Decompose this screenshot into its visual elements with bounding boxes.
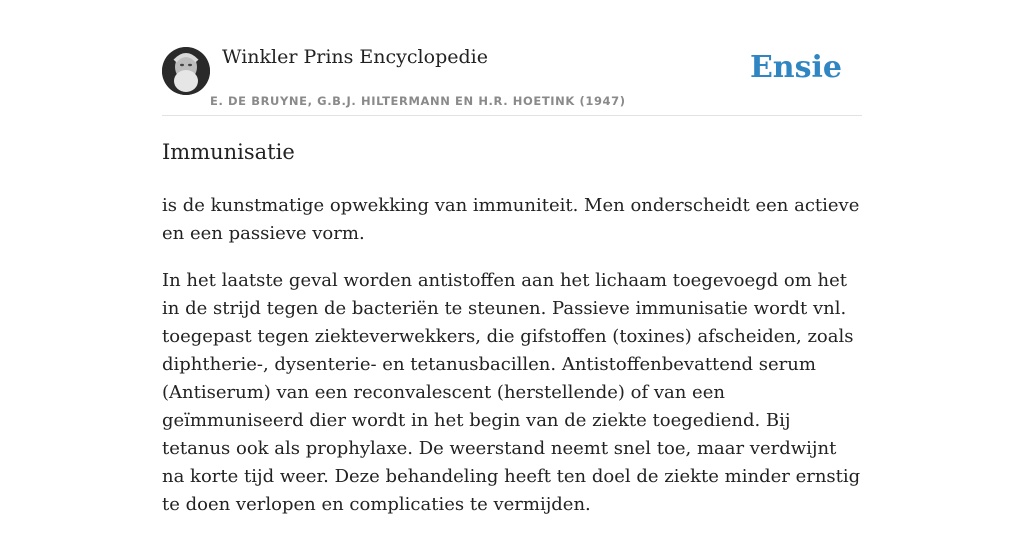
article-paragraph: is de kunstmatige opwekking van immuniteit. Men onderscheidt een actieve en een passieve vorm. [162, 195, 860, 244]
portrait-avatar-icon [162, 47, 210, 95]
article-body [162, 192, 862, 538]
site-subtitle: E. DE BRUYNE, G.B.J. HILTERMANN EN H.R. HOETINK (1947) [210, 94, 626, 108]
site-header [162, 46, 862, 116]
article-paragraph: In het laatste geval worden antistoffen aan het lichaam toegevoegd om het in de strijd tegen de bacteriën te steunen. Passieve immunisatie wordt vnl. toegepast tegen ziekteverwekkers, die gifstoffen (toxines) afscheiden, zoals diphtherie-, dysenterie- en tetanusbacillen. Antistoffenbevattend serum (Antiserum) van een reconvalescent (herstellende) of van een geïmmuniseerd dier wordt in het begin van de ziekte toegediend. Bij tetanus ook als prophylaxe. De weerstand neemt snel toe, maar verdwijnt na korte tijd weer. Deze behandeling heeft ten doel de ziekte minder ernstig te doen verlopen en complicaties te vermijden. [162, 270, 861, 515]
article-title: Immunisatie [162, 140, 295, 164]
site-title[interactable]: Winkler Prins Encyclopedie [222, 46, 488, 68]
author-avatar[interactable] [162, 47, 210, 95]
brand-logo[interactable]: Ensie [749, 50, 842, 85]
